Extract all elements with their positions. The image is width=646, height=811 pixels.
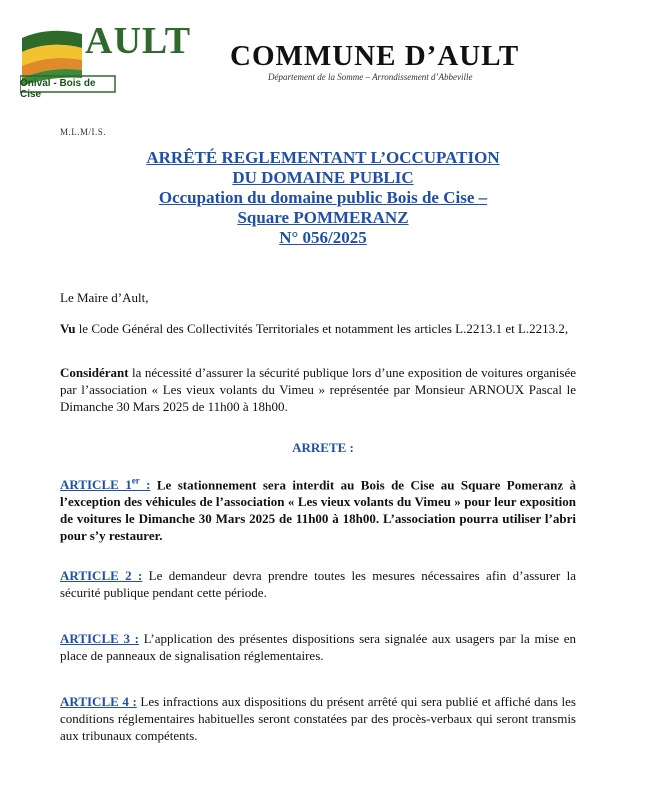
article-4-text: Les infractions aux dispositions du présent arrêté qui sera publié et affiché dans les conditions réglementaires habituelles seront constatées par des procès-verbaux qui seront transmis aux tribunaux compétents. [60,694,576,743]
considerant-paragraph [60,364,576,415]
logo-subtitle: Onival - Bois de Cise [20,78,96,100]
vu-paragraph [60,320,576,337]
title-line-2: DU DOMAINE PUBLIC [232,168,414,187]
article-1-label: ARTICLE 1er : [60,476,151,493]
salutation: Le Maire d’Ault, [60,290,149,305]
decree-title [0,148,646,248]
commune-title: COMMUNE D’AULT [230,40,520,72]
considerant-text: la nécessité d’assurer la sécurité publique lors d’une exposition de voitures organisée par l’association « Les vieux volants du Vimeu » représentée par Monsieur ARNOUX Pascal le Dimanche 30 Mars 2025 de 11h00 à 18h00. [60,365,576,414]
article-4-label: ARTICLE 4 : [60,694,137,709]
article-4 [60,693,576,744]
vu-text: le Code Général des Collectivités Territoriales et notamment les articles L.2213.1 et L.2213.2, [75,321,569,336]
article-3 [60,630,576,664]
title-line-4: Square POMMERANZ [237,208,409,227]
decree-number: N° 056/2025 [279,228,367,247]
article-2-label: ARTICLE 2 : [60,568,143,583]
title-line-3: Occupation du domaine public Bois de Cise – [158,188,488,207]
vu-lead: Vu [60,321,76,336]
logo-wordmark: AULT [85,20,192,62]
article-2-text: Le demandeur devra prendre toutes les mesures nécessaires afin d’assurer la sécurité publique pendant cette période. [60,568,576,600]
article-2 [60,567,576,601]
article-3-text: L’application des présentes dispositions sera signalée aux usagers par la mise en place de panneaux de signalisation réglementaires. [60,631,576,663]
article-1-text: Le stationnement sera interdit au Bois de Cise au Square Pomeranz à l’exception des véhicules de l’association « Les vieux volants du Vimeu » pour leur exposition de voitures le Dimanche 30 Mars 2025 de 11h00 à 18h00. L’association pourra utiliser l’abri pour s’y restaurer. [60,477,576,544]
arrete-heading: ARRETE : [292,440,354,455]
reference-initials: M.L.M/I.S. [60,127,107,137]
title-line-1: ARRÊTÉ REGLEMENTANT L’OCCUPATION [146,148,500,167]
article-3-label: ARTICLE 3 : [60,631,139,646]
department-line: Département de la Somme – Arrondissement d’Abbeville [268,72,473,82]
considerant-lead: Considérant [60,365,129,380]
article-1 [60,473,576,544]
